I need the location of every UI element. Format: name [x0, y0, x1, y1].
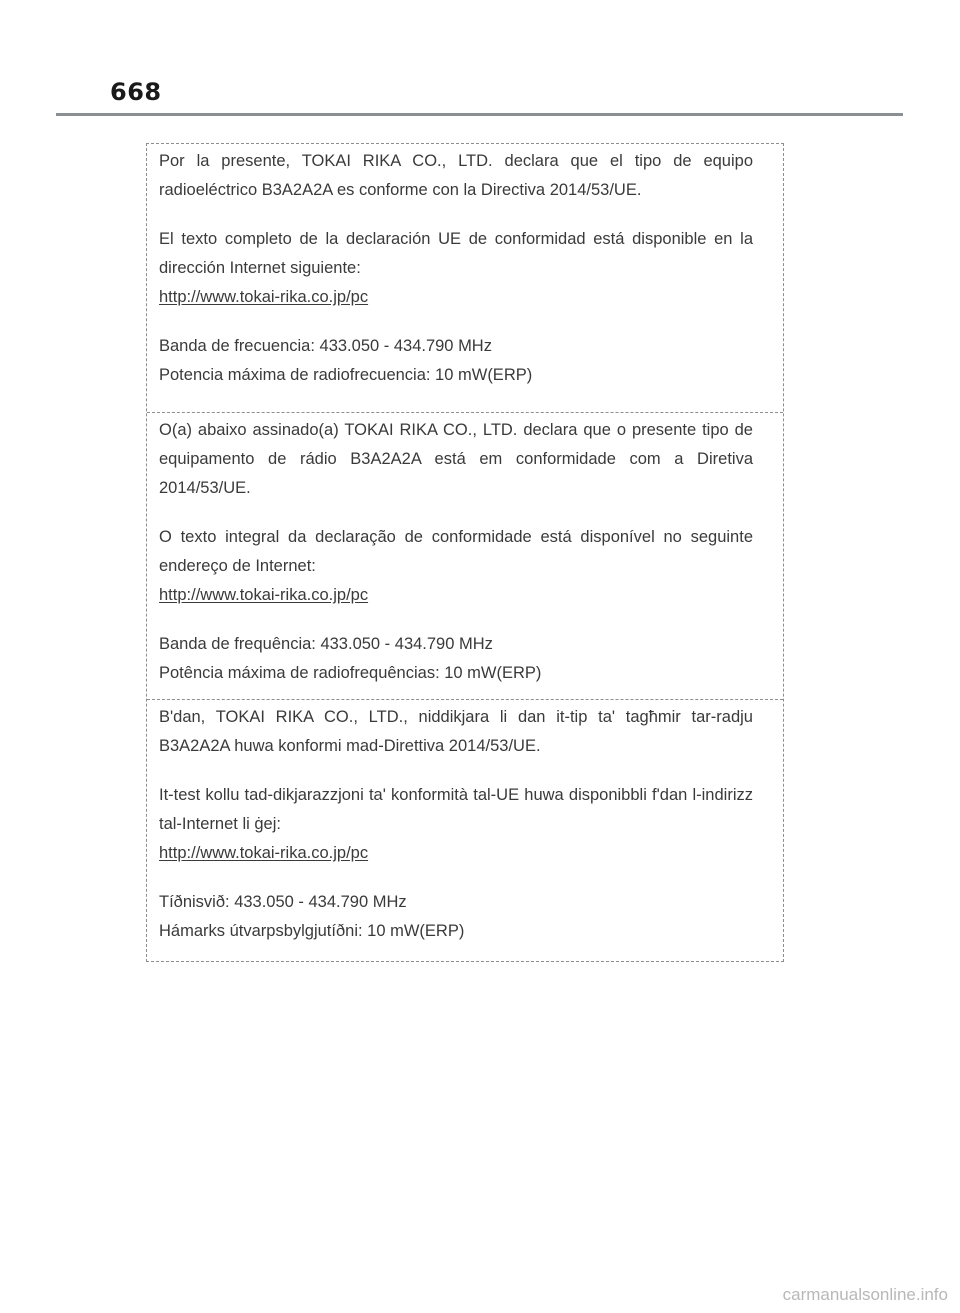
- frequency-band: Banda de frequência: 433.050 - 434.790 MHz: [159, 635, 493, 653]
- max-power: Hámarks útvarpsbylgjutíðni: 10 mW(ERP): [159, 922, 465, 940]
- declaration-section-maltese-icelandic: [147, 699, 783, 961]
- declaration-link[interactable]: http://www.tokai-rika.co.jp/pc: [159, 586, 369, 604]
- max-power: Potência máxima de radiofrequências: 10 mW(ERP): [159, 664, 542, 682]
- declaration-availability: El texto completo de la declaración UE de conformidad está disponible en la dirección Internet siguiente:: [159, 230, 753, 277]
- declaration-section-portuguese: [147, 412, 783, 699]
- declaration-statement: Por la presente, TOKAI RIKA CO., LTD. declara que el tipo de equipo radioeléctrico B3A2A2A es conforme con la Directiva 2014/53/UE.: [159, 152, 753, 199]
- page-number: 668: [110, 78, 162, 106]
- declaration-statement: B'dan, TOKAI RIKA CO., LTD., niddikjara li dan it-tip ta' tagħmir tar-radju B3A2A2A huwa konformi mad-Direttiva 2014/53/UE.: [159, 708, 753, 755]
- declaration-link[interactable]: http://www.tokai-rika.co.jp/pc: [159, 844, 369, 862]
- declaration-section-spanish: [147, 144, 783, 412]
- declaration-link[interactable]: http://www.tokai-rika.co.jp/pc: [159, 288, 369, 306]
- declaration-availability: O texto integral da declaração de conformidade está disponível no seguinte endereço de Internet:: [159, 528, 753, 575]
- watermark: carmanualsonline.info: [782, 1285, 948, 1304]
- header-divider: [56, 113, 903, 116]
- declaration-availability: It-test kollu tad-dikjarazzjoni ta' konformità tal-UE huwa disponibbli f'dan l-indirizz tal-Internet li ġej:: [159, 786, 753, 833]
- declaration-statement: O(a) abaixo assinado(a) TOKAI RIKA CO., LTD. declara que o presente tipo de equipamento de rádio B3A2A2A está em conformidade com a Diretiva 2014/53/UE.: [159, 421, 753, 497]
- frequency-band: Tíðnisvið: 433.050 - 434.790 MHz: [159, 893, 407, 911]
- declaration-box: [146, 143, 784, 962]
- max-power: Potencia máxima de radiofrecuencia: 10 mW(ERP): [159, 366, 533, 384]
- frequency-band: Banda de frecuencia: 433.050 - 434.790 MHz: [159, 337, 492, 355]
